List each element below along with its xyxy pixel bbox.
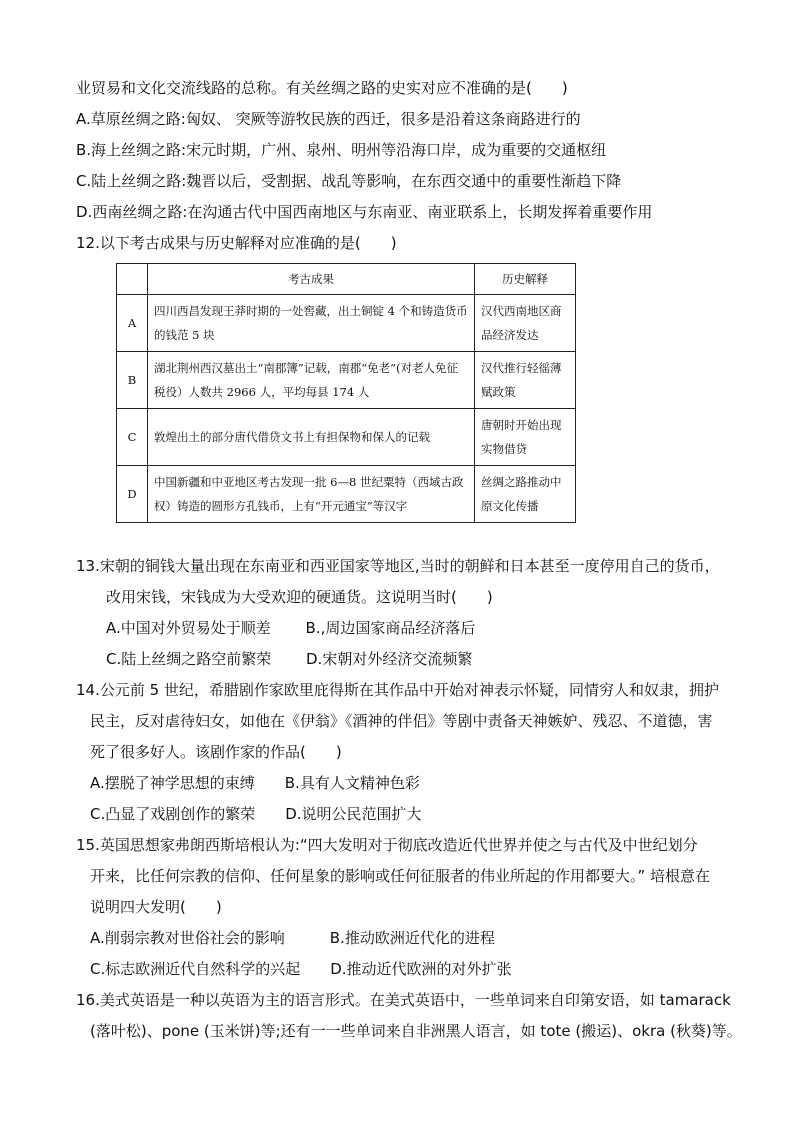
table-row — [117, 409, 576, 466]
q11-option-d: D.西南丝绸之路:在沟通古代中国西南地区与东南亚、南亚联系上，长期发挥着重要作用 — [76, 203, 653, 221]
row-key: B — [117, 352, 148, 409]
q13-line-1: 13.宋朝的铜钱大量出现在东南亚和西亚国家等地区,当时的朝鲜和日本甚至一度停用自己的货币， — [76, 557, 720, 575]
q15-options-cd: C.标志欧洲近代自然科学的兴起 D.推动近代欧洲的对外扩张 — [90, 960, 512, 978]
row-finding: 中国新疆和中亚地区考古发现一批 6—8 世纪粟特（西域古政权）铸造的圆形方孔钱币，上有“开元通宝”等汉字 — [148, 466, 475, 523]
q13-options-ab: A.中国对外贸易处于顺差 B.,周边国家商品经济落后 — [106, 619, 476, 637]
header-key — [117, 264, 148, 295]
q11-option-b: B.海上丝绸之路:宋元时期，广州、泉州、明州等沿海口岸，成为重要的交通枢纽 — [76, 141, 607, 159]
q12-stem: 12.以下考古成果与历史解释对应准确的是( ) — [76, 234, 397, 252]
q11-option-a: A.草原丝绸之路:匈奴、 突厥等游牧民族的西迁，很多是沿着这条商路进行的 — [76, 110, 581, 128]
row-key: C — [117, 409, 148, 466]
q14-line-3: 死了很多好人。该剧作家的作品( ) — [90, 743, 342, 761]
header-explanation: 历史解释 — [475, 264, 576, 295]
row-finding: 四川西昌发现王莽时期的一处窖藏，出土铜锭 4 个和铸造货币的钱范 5 块 — [148, 295, 475, 352]
q11-stem-tail: 业贸易和文化交流线路的总称。有关丝绸之路的史实对应不准确的是( ) — [76, 79, 568, 97]
row-explanation: 汉代西南地区商品经济发达 — [475, 295, 576, 352]
table-row — [117, 352, 576, 409]
q16-line-2: (落叶松)、pone (玉米饼)等;还有一一些单词来自非洲黑人语言，如 tote (搬运)、okra (秋葵)等。 — [90, 1022, 742, 1040]
q15-options-ab: A.削弱宗教对世俗社会的影响 B.推动欧洲近代化的进程 — [90, 929, 495, 947]
q14-options-ab: A.摆脱了神学思想的束缚 B.具有人文精神色彩 — [90, 774, 420, 792]
header-finding: 考古成果 — [148, 264, 475, 295]
q14-options-cd: C.凸显了戏剧创作的繁荣 D.说明公民范围扩大 — [90, 805, 422, 823]
table-row — [117, 295, 576, 352]
q13-options-cd: C.陆上丝绸之路空前繁荣 D.宋朝对外经济交流频繁 — [106, 650, 473, 668]
row-explanation: 丝绸之路推动中原文化传播 — [475, 466, 576, 523]
q14-line-2: 民主，反对虐待妇女，如他在《伊翁》《酒神的伴侣》等剧中责备天神嫉妒、残忍、不道德，害 — [90, 712, 713, 730]
q15-line-2: 开来，比任何宗教的信仰、任何星象的影响或任何征服者的伟业所起的作用都要大。” 培根意在 — [90, 867, 711, 885]
q15-line-1: 15.英国思想家弗朗西斯培根认为:“四大发明对于彻底改造近代世界并使之与古代及中世纪划分 — [76, 836, 698, 854]
q14-line-1: 14.公元前 5 世纪，希腊剧作家欧里庇得斯在其作品中开始对神表示怀疑，同情穷人和奴隶，拥护 — [76, 681, 719, 699]
row-key: D — [117, 466, 148, 523]
q11-option-c: C.陆上丝绸之路:魏晋以后，受割据、战乱等影响，在东西交通中的重要性渐趋下降 — [76, 172, 622, 190]
q13-line-2: 改用宋钱，宋钱成为大受欢迎的硬通货。这说明当时( ) — [106, 588, 493, 606]
q16-line-1: 16.美式英语是一种以英语为主的语言形式。在美式英语中，一些单词来自印第安语，如 tamarack — [76, 991, 731, 1009]
row-finding: 敦煌出土的部分唐代借贷文书上有担保物和保人的记载 — [148, 409, 475, 466]
q12-table — [116, 263, 576, 523]
row-explanation: 唐朝时开始出现实物借贷 — [475, 409, 576, 466]
table-header-row — [117, 264, 576, 295]
row-finding: 湖北荆州西汉墓出土“南郡簿”记载，南郡“免老”(对老人免征税役）人数共 2966 人，平均每县 174 人 — [148, 352, 475, 409]
table-row — [117, 466, 576, 523]
row-key: A — [117, 295, 148, 352]
row-explanation: 汉代推行轻徭薄赋政策 — [475, 352, 576, 409]
q15-line-3: 说明四大发明( ) — [90, 898, 222, 916]
